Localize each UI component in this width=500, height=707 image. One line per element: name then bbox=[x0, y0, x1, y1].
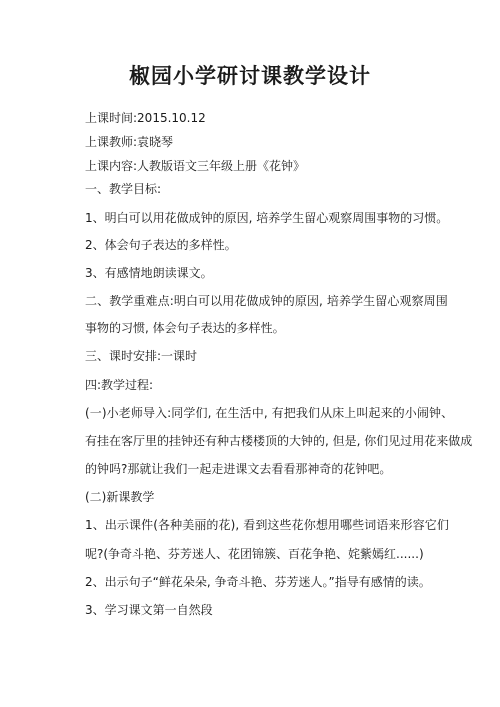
intro-line-3: 的钟吗?那就让我们一起走进课文去看看那神奇的花钟吧。 bbox=[85, 462, 392, 476]
key-points-line-2: 事物的习惯, 体会句子表达的多样性。 bbox=[85, 321, 285, 335]
lesson-teacher: 上课教师:袁晓琴 bbox=[85, 135, 174, 149]
intro-line-2: 有挂在客厅里的挂钟还有种古楼楼顶的大钟的, 但是, 你们见过用花来做成 bbox=[85, 434, 473, 448]
objective-item-3: 3、有感情地朗读课文。 bbox=[85, 266, 213, 280]
step-1-line-2: 呢?(争奇斗艳、芬芳迷人、花团锦簇、百花争艳、姹紫嫣红......) bbox=[85, 547, 424, 561]
key-points-line-1: 二、教学重难点:明白可以用花做成钟的原因, 培养学生留心观察周围 bbox=[85, 294, 448, 308]
step-1-line-1: 1、出示课件(各种美丽的花), 看到这些花你想用哪些词语来形容它们 bbox=[85, 518, 449, 532]
lesson-content: 上课内容:人教版语文三年级上册《花钟》 bbox=[85, 159, 306, 173]
lesson-time: 上课时间:2015.10.12 bbox=[85, 111, 206, 125]
intro-line-1: (一)小老师导入:同学们, 在生活中, 有把我们从床上叫起来的小闹钟、 bbox=[85, 406, 454, 420]
process-heading: 四:教学过程: bbox=[85, 378, 154, 392]
document-title: 椒园小学研讨课教学设计 bbox=[129, 63, 371, 88]
new-lesson-heading: (二)新课教学 bbox=[85, 490, 155, 504]
step-2: 2、出示句子“鲜花朵朵, 争奇斗艳、芬芳迷人。”指导有感情的读。 bbox=[85, 575, 431, 589]
objective-item-1: 1、明白可以用花做成钟的原因, 培养学生留心观察周围事物的习惯。 bbox=[85, 211, 449, 225]
schedule: 三、课时安排:一课时 bbox=[85, 349, 198, 363]
objective-item-2: 2、体会句子表达的多样性。 bbox=[85, 238, 237, 252]
objectives-heading: 一、教学目标: bbox=[85, 182, 162, 196]
step-3: 3、学习课文第一自然段 bbox=[85, 603, 213, 617]
